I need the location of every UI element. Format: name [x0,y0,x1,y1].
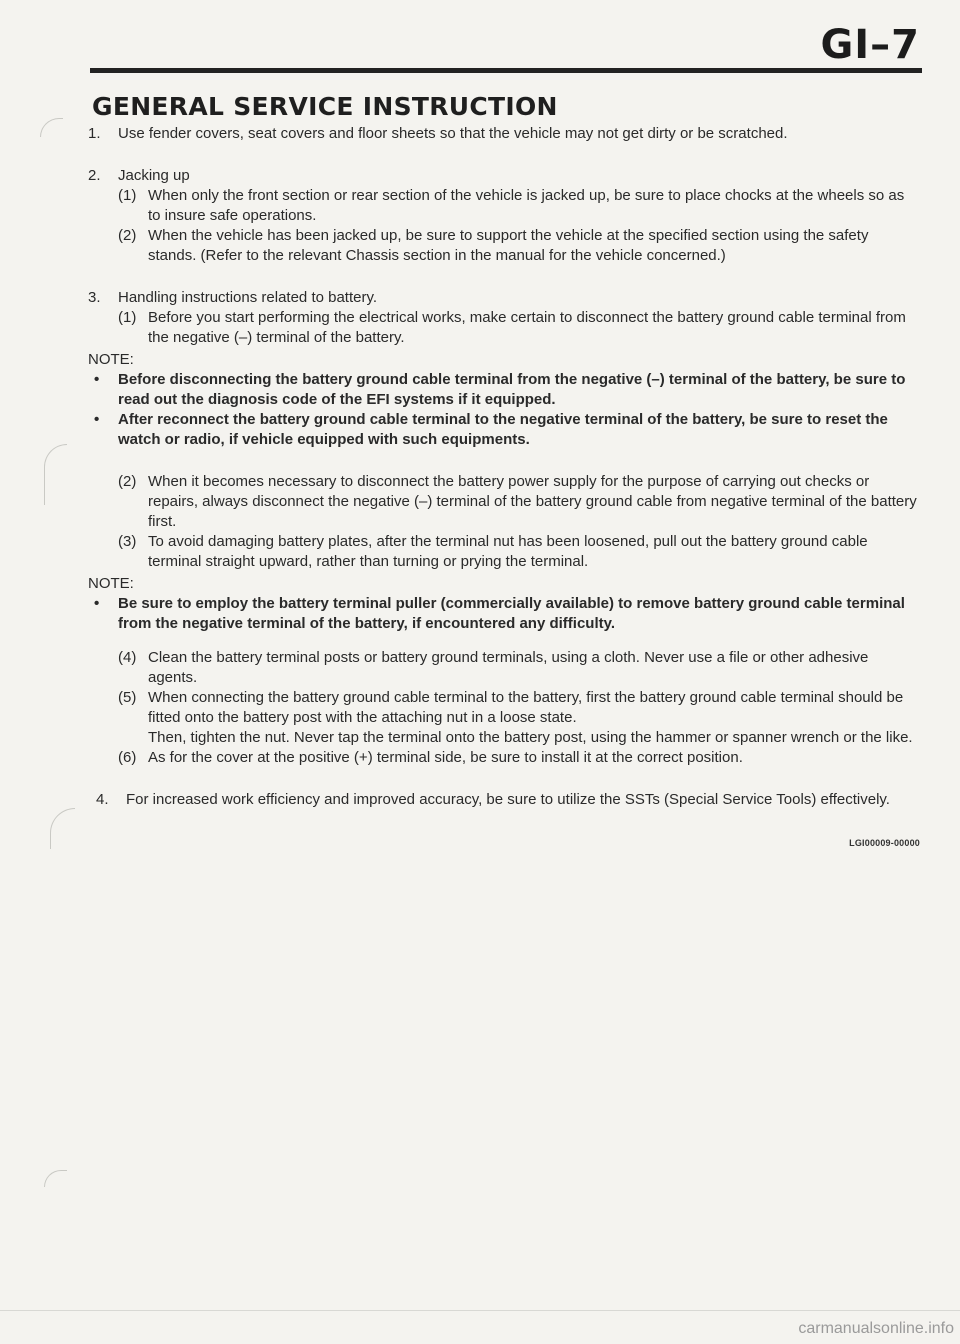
note-text: After reconnect the battery ground cable terminal to the negative terminal of the battery, be sure to reset the watch or radio, if vehicle equipped with such equipments. [118,411,888,448]
note-bullet [88,370,920,410]
sub-item [118,532,920,572]
sub-item [118,308,920,348]
sub-item-text: As for the cover at the positive (+) terminal side, be sure to install it at the correct position. [148,749,743,766]
instruction-item-3 [88,288,920,348]
sub-item-number: (2) [118,473,137,490]
instruction-item-4 [96,790,920,810]
item-text: Handling instructions related to battery. [118,289,378,306]
instruction-item-1 [88,124,920,144]
bullet-icon: • [94,371,100,388]
sub-item-text: Then, tighten the nut. Never tap the terminal onto the battery post, using the hammer or spanner wrench or the like. [148,729,913,746]
instruction-item-3-continued [88,648,920,768]
bullet-icon: • [94,595,100,612]
bullet-icon: • [94,411,100,428]
item-text: Jacking up [118,167,190,184]
margin-mark [44,1170,67,1187]
item-text: Use fender covers, seat covers and floor sheets so that the vehicle may not get dirty or be scratched. [118,125,788,142]
sub-item [118,648,920,688]
instruction-body [88,120,920,810]
sub-item [118,186,920,226]
note-bullet [88,594,920,634]
header-rule [90,68,922,73]
margin-mark [40,118,63,137]
section-title: GENERAL SERVICE INSTRUCTION [92,92,558,121]
sub-item-text: Before you start performing the electrical works, make certain to disconnect the battery ground cable terminal from the negative (–) terminal of the battery. [148,309,906,346]
document-code: LGI00009-00000 [849,838,920,848]
item-number: 3. [88,289,101,306]
watermark: carmanualsonline.info [798,1320,954,1337]
sub-item-text: When it becomes necessary to disconnect the battery power supply for the purpose of carrying out checks or repairs, always disconnect the negative (–) terminal of the battery ground cable from negative terminal of the battery first. [148,473,917,530]
sub-item-text: When connecting the battery ground cable terminal to the battery, first the battery ground cable terminal should be fitted onto the battery post with the attaching nut in a loose state. [148,689,904,726]
sub-item-text: When only the front section or rear section of the vehicle is jacked up, be sure to place chocks at the wheels so as to insure safe operations. [148,187,905,224]
sub-item-number: (2) [118,227,137,244]
sub-item-number: (5) [118,689,137,706]
sub-item-number: (4) [118,649,137,666]
item-number: 4. [96,791,109,808]
footer-rule [0,1310,960,1311]
sub-item [118,226,920,266]
note-bullet [88,410,920,450]
note-label: NOTE: [88,351,134,368]
page-number: GI–7 [820,22,920,68]
sub-item-number: (1) [118,309,137,326]
item-text: For increased work efficiency and improved accuracy, be sure to utilize the SSTs (Special Service Tools) effectively. [126,791,890,808]
note-text: Be sure to employ the battery terminal puller (commercially available) to remove battery ground cable terminal from the negative terminal of the battery, if encountered any difficulty. [118,595,905,632]
sub-item [118,472,920,532]
instruction-item-2 [88,166,920,266]
note-text: Before disconnecting the battery ground cable terminal from the negative (–) terminal of the battery, be sure to read out the diagnosis code of the EFI systems if it equipped. [118,371,906,408]
sub-item-number: (3) [118,533,137,550]
sub-item-number: (6) [118,749,137,766]
sub-item-text: Clean the battery terminal posts or battery ground terminals, using a cloth. Never use a file or other adhesive agents. [148,649,869,686]
instruction-item-3-continued [88,472,920,572]
sub-item-text: To avoid damaging battery plates, after the terminal nut has been loosened, pull out the battery ground cable terminal straight upward, rather than turning or prying the terminal. [148,533,868,570]
sub-item [118,748,920,768]
sub-item-text: When the vehicle has been jacked up, be sure to support the vehicle at the specified section using the safety stands. (Refer to the relevant Chassis section in the manual for the vehicle concerned.) [148,227,869,264]
margin-mark [44,444,67,505]
sub-item-number: (1) [118,187,137,204]
note-label: NOTE: [88,575,134,592]
item-number: 1. [88,125,101,142]
margin-mark [50,808,75,849]
sub-item [118,688,920,748]
item-number: 2. [88,167,101,184]
